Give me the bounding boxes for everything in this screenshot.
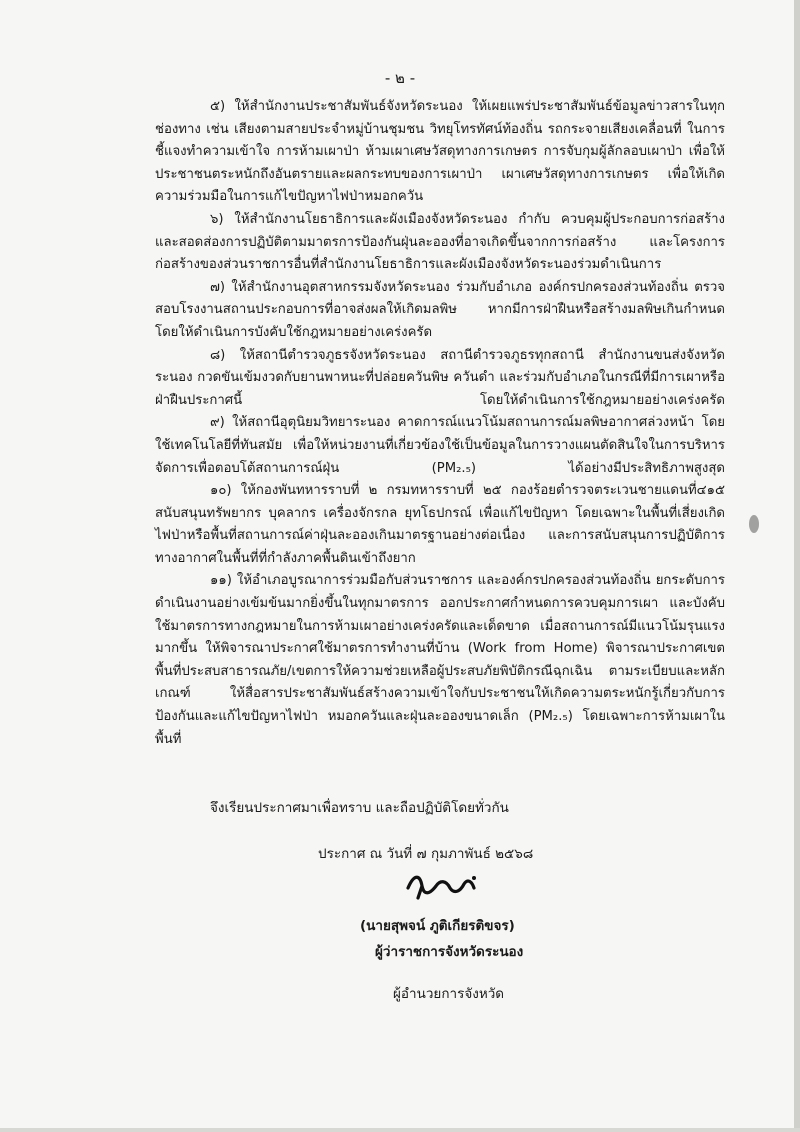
closing-line bbox=[0, 796, 800, 818]
closing-text: จึงเรียนประกาศมาเพื่อทราบ และถือปฏิบัติโดยทั่วกัน bbox=[210, 800, 509, 816]
date-line bbox=[0, 842, 800, 864]
paragraph-5: ๕) ให้สำนักงานประชาสัมพันธ์จังหวัดระนอง ให้เผยแพร่ประชาสัมพันธ์ข้อมูลข่าวสารในทุกช่องทาง เช่น เสียงตามสายประจำหมู่บ้านชุมชน วิทยุโทรทัศน์ท้องถิ่น รถกระจายเสียงเคลื่อนที่ ในการชี้แจงทำความเข้าใจ การห้ามเผาป่า ห้ามเผาเศษวัสดุทางการเกษตร การจับกุมผู้ลักลอบเผาป่า เพื่อให้ประชาชนตระหนักถึงอันตรายและผลกระทบของการเผาป่า เผาเศษวัสดุทางการเกษตร เพื่อให้เกิดความร่วมมือในการแก้ไขปัญหาไฟป่าหมอกควัน bbox=[155, 99, 725, 205]
signer-name: (นายสุพจน์ ภูติเกียรติขจร) bbox=[360, 918, 515, 934]
scan-stain bbox=[749, 515, 759, 533]
signer-position-line bbox=[0, 940, 800, 962]
scan-edge-right bbox=[794, 0, 800, 1132]
signer-block bbox=[0, 914, 800, 936]
scan-edge-bottom bbox=[0, 1128, 800, 1132]
signer-position: ผู้ว่าราชการจังหวัดระนอง bbox=[375, 944, 524, 960]
announcement-date: ประกาศ ณ วันที่ ๗ กุมภาพันธ์ ๒๕๖๘ bbox=[318, 846, 534, 862]
paragraph-7: ๗) ให้สำนักงานอุตสาหกรรมจังหวัดระนอง ร่วมกับอำเภอ องค์กรปกครองส่วนท้องถิ่น ตรวจสอบโรงงานสถานประกอบการที่อาจส่งผลให้เกิดมลพิษ หากมีการฝ่าฝืนหรือสร้างมลพิษเกินกำหนด โดยให้ดำเนินการบังคับใช้กฎหมายอย่างเคร่งครัด bbox=[155, 279, 725, 340]
paragraph-6: ๖) ให้สำนักงานโยธาธิการและผังเมืองจังหวัดระนอง กำกับ ควบคุมผู้ประกอบการก่อสร้าง และสอดส่องการปฏิบัติตามมาตรการป้องกันฝุ่นละอองที่อาจเกิดขึ้นจากการก่อสร้าง และโครงการก่อสร้างของส่วนราชการอื่นที่สำนักงานโยธาธิการและผังเมืองจังหวัดระนองร่วมดำเนินการ bbox=[155, 211, 725, 273]
body-text bbox=[155, 96, 725, 751]
paragraph-9: ๙) ให้สถานีอุตุนิยมวิทยาระนอง คาดการณ์แนวโน้มสถานการณ์มลพิษอากาศล่วงหน้า โดยใช้เทคโนโลยีที่ทันสมัย เพื่อให้หน่วยงานที่เกี่ยวข้องใช้เป็นข้อมูลในการวางแผนตัดสินใจในการบริหารจัดการเพื่อตอบโต้สถานการณ์ฝุ่น (PM₂.₅) ได้อย่างมีประสิทธิภาพสูงสุด bbox=[155, 415, 725, 476]
paragraph-10: ๑๐) ให้กองพันทหารราบที่ ๒ กรมทหารราบที่ ๒๕ กองร้อยตำรวจตระเวนชายแดนที่๔๑๕ สนับสนุนทรัพยากร บุคลากร เครื่องจักรกล ยุทโธปกรณ์ เพื่อแก้ไขปัญหา โดยเฉพาะในพื้นที่เสี่ยงเกิดไฟป่าหรือพื้นที่สถานการณ์ค่าฝุ่นละอองเกินมาตรฐานอย่างต่อเนื่อง และการสนับสนุนการปฏิบัติการทางอากาศในพื้นที่ที่กำลังภาคพื้นดินเข้าถึงยาก bbox=[155, 483, 725, 566]
signer-role: ผู้อำนวยการจังหวัด bbox=[393, 986, 505, 1002]
page-number: - ๒ - bbox=[384, 69, 416, 87]
signature-mark bbox=[400, 868, 490, 904]
paragraph-11: ๑๑) ให้อำเภอบูรณาการร่วมมือกับส่วนราชการ และองค์กรปกครองส่วนท้องถิ่น ยกระดับการดำเนินงานอย่างเข้มข้นมากยิ่งขึ้นในทุกมาตรการ ออกประกาศกำหนดการควบคุมการเผา และบังคับใช้มาตรการทางกฎหมายในการห้ามเผาอย่างเคร่งครัดและเด็ดขาด เมื่อสถานการณ์มีแนวโน้มรุนแรงมากขึ้น ให้พิจารณาประกาศใช้มาตรการทำงานที่บ้าน (Work from Home) พิจารณาประกาศเขตพื้นที่ประสบสาธารณภัย/เขตการให้ความช่วยเหลือผู้ประสบภัยพิบัติกรณีฉุกเฉิน ตามระเบียบและหลักเกณฑ์ ให้สื่อสารประชาสัมพันธ์สร้างความเข้าใจกับประชาชนให้เกิดความตระหนักรู้เกี่ยวกับการป้องกันและแก้ไขปัญหาไฟป่า หมอกควันและฝุ่นละอองขนาดเล็ก (PM₂.₅) โดยเฉพาะการห้ามเผาในพื้นที่ bbox=[155, 573, 725, 747]
signer-role-line bbox=[0, 982, 800, 1004]
paragraph-8: ๘) ให้สถานีตำรวจภูธรจังหวัดระนอง สถานีตำรวจภูธรทุกสถานี สำนักงานขนส่งจังหวัดระนอง กวดขันเข้มงวดกับยานพาหนะที่ปล่อยควันพิษ ควันดำ และร่วมกับอำเภอในกรณีที่มีการเผาหรือฝ่าฝืนประกาศนี้ โดยให้ดำเนินการใช้กฎหมายอย่างเคร่งครัด bbox=[155, 347, 725, 408]
